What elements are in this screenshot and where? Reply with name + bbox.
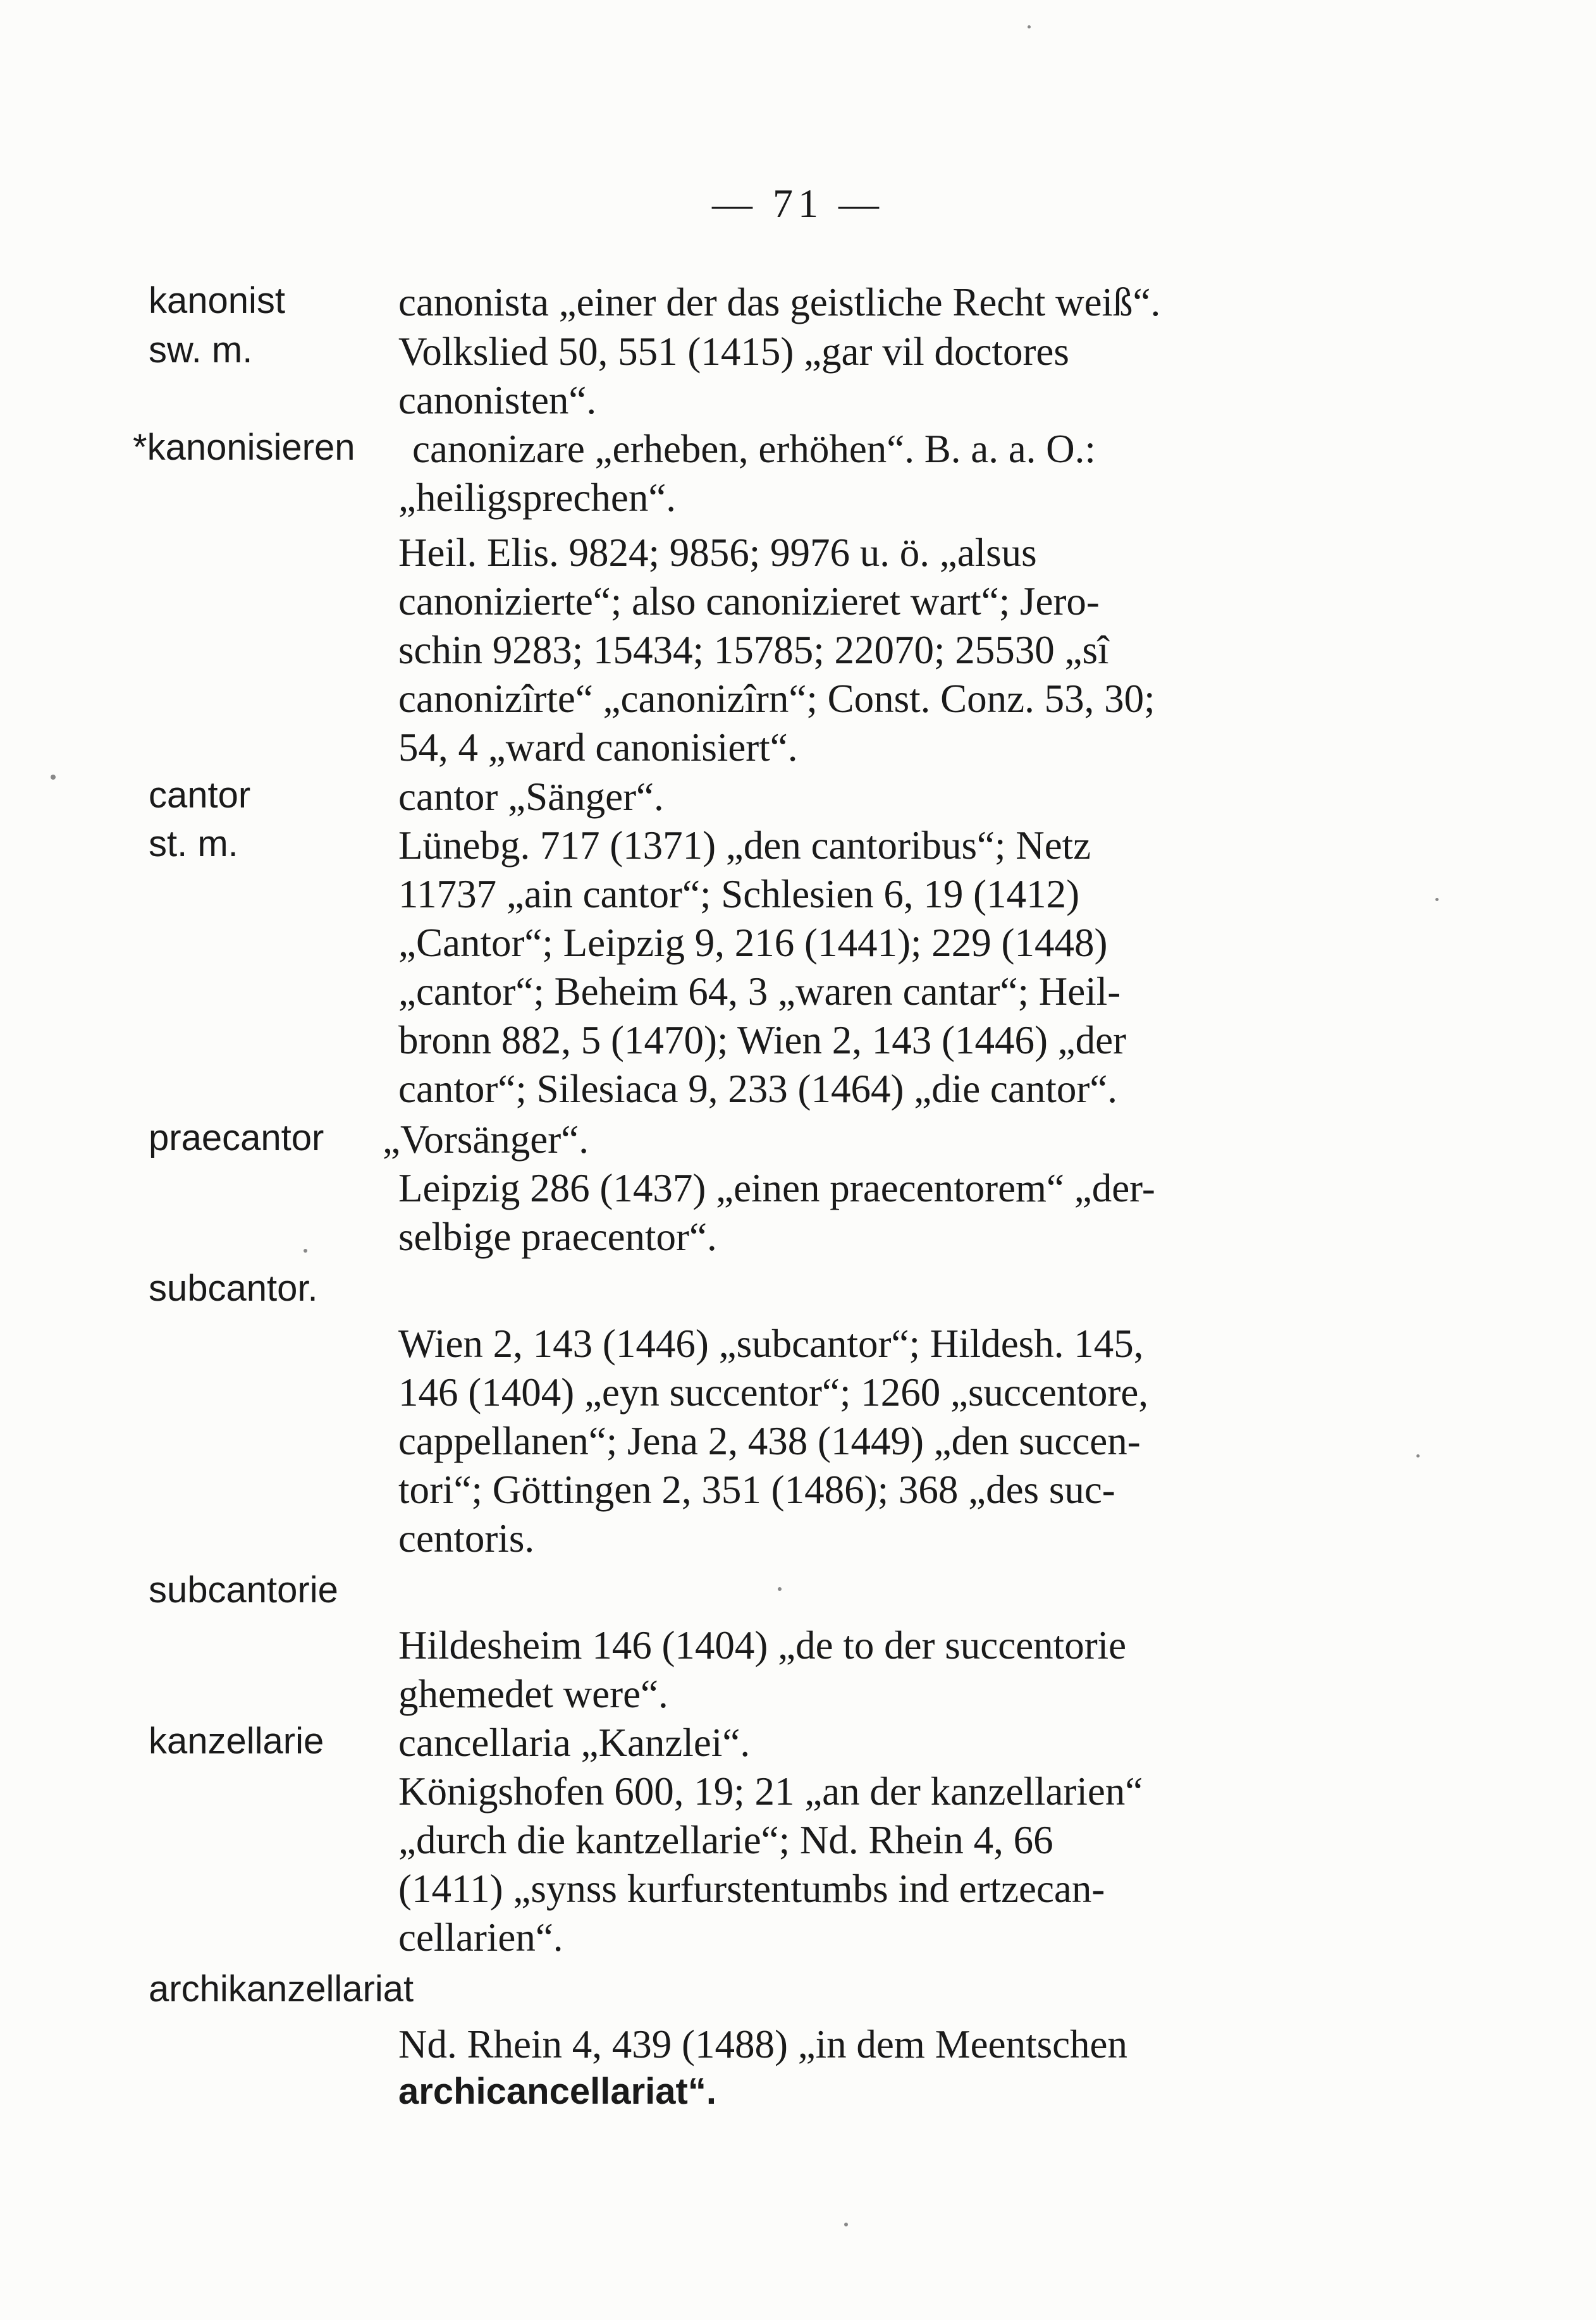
entry-line: schin 9283; 15434; 15785; 22070; 25530 „sî	[398, 628, 1109, 672]
entry-line: archicancellariat“.	[398, 2071, 716, 2112]
entry-line: Königshofen 600, 19; 21 „an der kanzellarien“	[398, 1769, 1143, 1814]
entry-line: „Vorsänger“.	[383, 1117, 589, 1162]
scan-speck	[844, 2223, 848, 2226]
entry-line: centoris.	[398, 1516, 535, 1561]
entry-line: Nd. Rhein 4, 439 (1488) „in dem Meentschen	[398, 2022, 1128, 2066]
headword-kanonist: kanonist	[149, 280, 286, 321]
entry-line: „durch die kantzellarie“; Nd. Rhein 4, 66	[398, 1818, 1053, 1862]
entry-line: canonista „einer der das geistliche Recht weiß“.	[398, 280, 1161, 324]
entry-line: ghemedet were“.	[398, 1672, 668, 1716]
entry-line: bronn 882, 5 (1470); Wien 2, 143 (1446) „der	[398, 1018, 1127, 1062]
entry-line: canonizierte“; also canonizieret wart“; Jero-	[398, 579, 1100, 623]
grammar-label: st. m.	[149, 823, 238, 864]
entry-line: „heiligsprechen“.	[398, 476, 677, 520]
entry-line: Leipzig 286 (1437) „einen praecentorem“ „der-	[398, 1166, 1155, 1210]
entry-line: canonizare „erheben, erhöhen“. B. a. a. O.:	[412, 427, 1096, 471]
entry-line: cantor „Sänger“.	[398, 775, 664, 819]
headword-kanzellarie: kanzellarie	[149, 1721, 324, 1762]
entry-line: Wien 2, 143 (1446) „subcantor“; Hildesh. 145,	[398, 1322, 1144, 1366]
headword-subcantorie: subcantorie	[149, 1569, 338, 1611]
entry-line: canonizîrte“ „canonizîrn“; Const. Conz. 53, 30;	[398, 677, 1155, 721]
headword-subcantor: subcantor.	[149, 1268, 318, 1309]
entry-line: Heil. Elis. 9824; 9856; 9976 u. ö. „alsus	[398, 531, 1037, 575]
scan-speck	[304, 1249, 307, 1253]
page-number: — 71 —	[712, 181, 884, 226]
entry-line: selbige praecentor“.	[398, 1215, 717, 1259]
entry-line: cancellaria „Kanzlei“.	[398, 1721, 751, 1765]
scan-speck	[1435, 898, 1439, 901]
headword-archikanzellariat: archikanzellariat	[149, 1968, 414, 2010]
entry-line: „cantor“; Beheim 64, 3 „waren cantar“; Heil-	[398, 969, 1121, 1014]
entry-line: canonisten“.	[398, 378, 597, 422]
scan-speck	[51, 775, 56, 780]
headword-kanonisieren: *kanonisieren	[133, 427, 355, 468]
entry-line: tori“; Göttingen 2, 351 (1486); 368 „des suc-	[398, 1468, 1115, 1512]
entry-line: 54, 4 „ward canonisiert“.	[398, 725, 798, 770]
entry-line: cappellanen“; Jena 2, 438 (1449) „den succen-	[398, 1419, 1141, 1463]
entry-line: 11737 „ain cantor“; Schlesien 6, 19 (1412)	[398, 872, 1080, 916]
entry-line: (1411) „synss kurfurstentumbs ind ertzecan-	[398, 1867, 1105, 1911]
entry-line: Lünebg. 717 (1371) „den cantoribus“; Netz	[398, 823, 1091, 868]
scan-speck	[778, 1587, 782, 1591]
entry-line: „Cantor“; Leipzig 9, 216 (1441); 229 (1448)	[398, 921, 1108, 965]
entry-line: cellarien“.	[398, 1915, 563, 1960]
entry-line: 146 (1404) „eyn succentor“; 1260 „succentore,	[398, 1370, 1149, 1415]
headword-praecantor: praecantor	[149, 1117, 324, 1158]
entry-line: Hildesheim 146 (1404) „de to der succentorie	[398, 1623, 1127, 1667]
entry-line: Volkslied 50, 551 (1415) „gar vil doctores	[398, 329, 1069, 374]
headword-cantor: cantor	[149, 775, 251, 816]
scan-speck	[1416, 1454, 1420, 1458]
entry-line: cantor“; Silesiaca 9, 233 (1464) „die cantor“.	[398, 1067, 1118, 1111]
grammar-label: sw. m.	[149, 329, 253, 371]
scan-speck	[1028, 25, 1031, 28]
